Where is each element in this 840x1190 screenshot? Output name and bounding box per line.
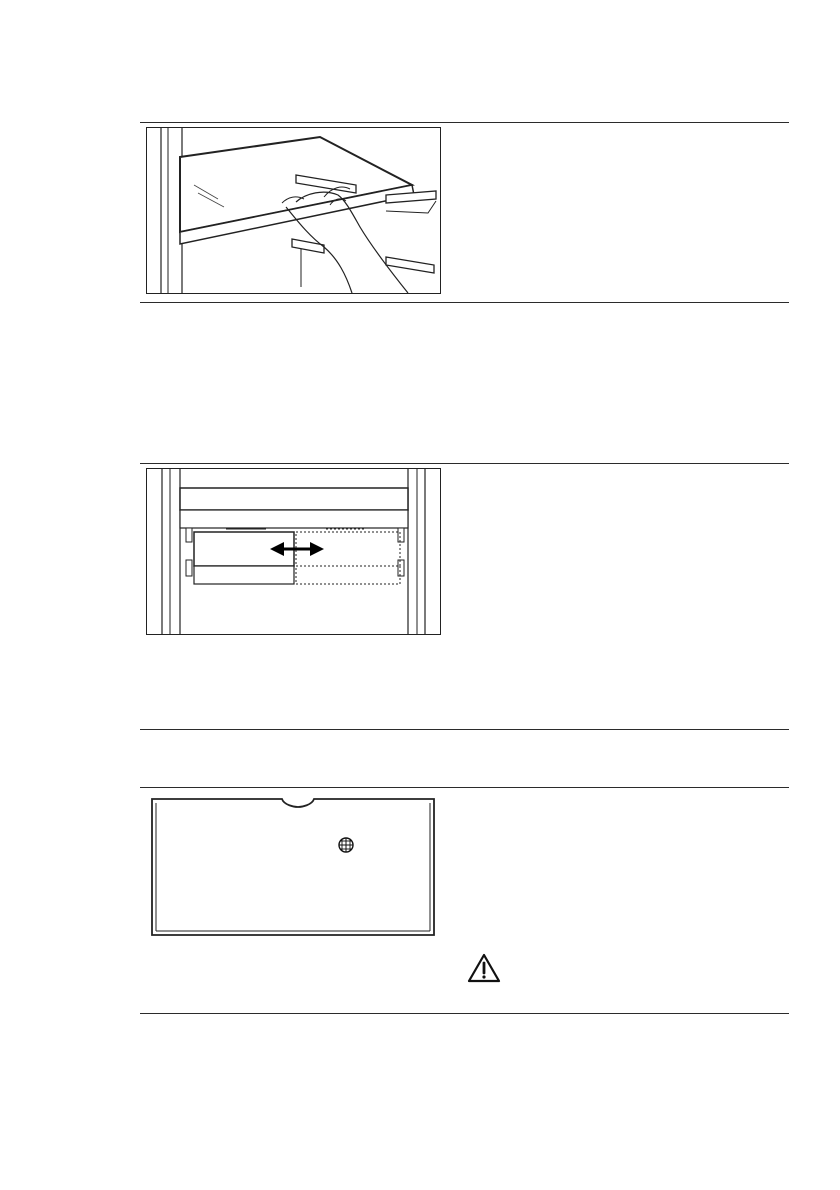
section-rule-top-3 <box>140 729 789 730</box>
warning-triangle-icon <box>466 952 502 985</box>
section-rule-top-1 <box>140 122 789 123</box>
shelf-removal-illustration <box>146 127 442 295</box>
section-rule-bottom-3 <box>140 1013 789 1014</box>
section-rule-bottom-1 <box>140 302 789 303</box>
section-rule-top-4 <box>140 787 789 788</box>
grid-globe-icon <box>339 838 353 852</box>
section-rule-top-2 <box>140 463 789 464</box>
drawer-front-illustration <box>148 795 440 939</box>
sliding-container-illustration <box>146 468 442 636</box>
